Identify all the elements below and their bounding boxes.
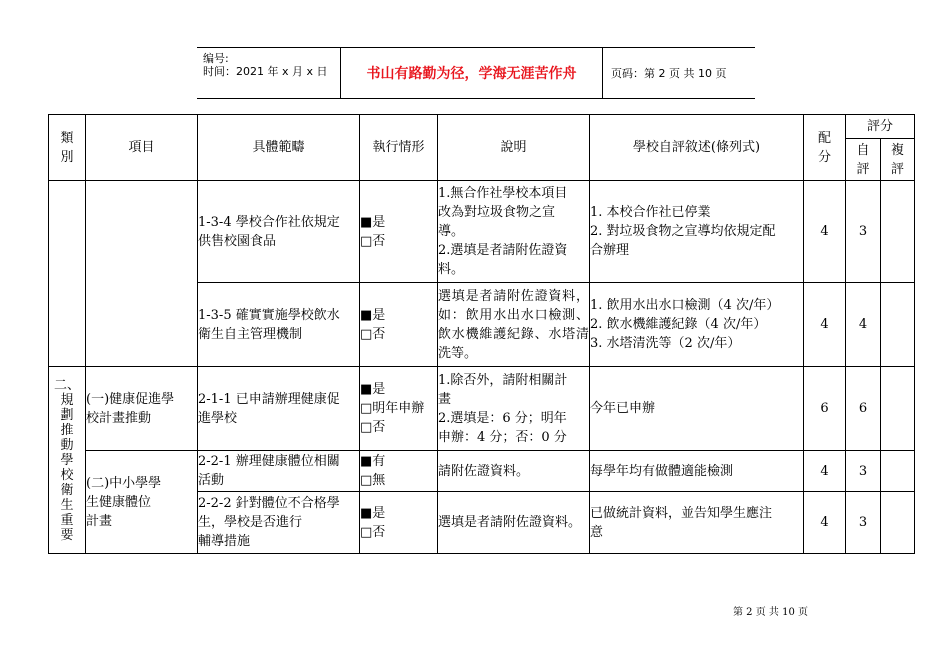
re-score-cell [881,283,915,367]
header-status: 執行情形 [360,115,438,181]
self-review-cell [590,283,804,367]
status-cell [360,492,438,554]
self-review-line: 2. 飲水機維護紀錄（4 次/年） [590,317,767,332]
scope-cell: 2-1-1 已申請辦理健康促 進學校 [198,367,360,451]
self-review-cell [590,451,804,492]
re-score-cell [881,451,915,492]
points-cell: 4 [804,492,846,554]
self-score-cell: 6 [846,367,881,451]
re-score-cell [881,492,915,554]
self-review-line: 已做統計資料，並告知學生應注 意 [590,505,773,540]
explanation-cell: 請附佐證資料。 [438,451,590,492]
header-points: 配 分 [804,115,846,181]
self-review-line: 1. 飲用水出水口檢測（4 次/年） [590,298,780,313]
header-meta [197,48,340,98]
status-option: □否 [360,420,386,435]
document-header [197,47,755,99]
self-score-cell: 3 [846,181,881,283]
item-cell: (二)中小學學 生健康體位 計畫 [86,451,198,554]
table-row [49,181,915,283]
status-cell [360,451,438,492]
status-option: ■是 [360,505,386,521]
scope-cell: 2-2-2 針對體位不合格學 生，學校是否進行 輔導措施 [198,492,360,554]
status-option: □明年申辦 [360,401,425,416]
evaluation-table [48,114,915,554]
self-score-cell: 3 [846,492,881,554]
number-label: 编号: [203,52,229,65]
self-review-cell [590,181,804,283]
points-cell: 4 [804,283,846,367]
header-self: 自 評 [846,139,881,181]
status-option: □否 [360,233,386,249]
self-review-line: 每學年均有做體適能檢測 [590,463,734,479]
status-option: □否 [360,524,386,540]
table-row [49,451,915,492]
header-category: 類 別 [49,115,86,181]
header-scope: 具體範疇 [198,115,360,181]
self-review-cell [590,492,804,554]
item-cell-empty [86,181,198,367]
item-cell: (一)健康促進學 校計畫推動 [86,367,198,451]
status-option: □無 [360,473,386,488]
points-cell: 4 [804,451,846,492]
status-cell [360,283,438,367]
self-review-line: 2. 對垃圾食物之宣導均依規定配 合辦理 [590,224,776,258]
explanation-cell: 選填是者請附佐證資料，如：飲用水出水口檢測、飲水機維護紀錄、水塔清洗等。 [438,283,590,367]
header-re: 複 評 [881,139,915,181]
re-score-cell [881,181,915,283]
time-label: 时间：2021 年 x 月 x 日 [203,65,328,78]
points-cell: 6 [804,367,846,451]
self-score-cell: 3 [846,451,881,492]
header-self-review: 學校自評敘述(條列式) [590,115,804,181]
status-option: ■是 [360,307,386,323]
status-option: □否 [360,326,386,342]
scope-cell: 1-3-4 學校合作社依規定 供售校園食品 [198,181,360,283]
status-option: ■有 [360,454,386,469]
header-score-group: 評分 [846,115,915,139]
explanation-cell: 1.無合作社學校本項目 改為對垃圾食物之宣 導。 2.選填是者請附佐證資 料。 [438,181,590,283]
explanation-cell: 選填是者請附佐證資料。 [438,492,590,554]
scope-cell: 2-2-1 辦理健康體位相關 活動 [198,451,360,492]
status-option: ■是 [360,214,386,230]
category-cell: 二、 規 劃 推 動 學 校 衛 生 重 要 [49,367,86,554]
page-footer: 第 2 页 共 10 页 [733,607,808,618]
header-item: 項目 [86,115,198,181]
scope-cell: 1-3-5 確實實施學校飲水 衛生自主管理機制 [198,283,360,367]
self-review-cell [590,367,804,451]
table-header-row [49,115,915,139]
table-row [49,367,915,451]
category-cell-empty [49,181,86,367]
self-review-line: 今年已申辦 [590,401,656,416]
points-cell: 4 [804,181,846,283]
status-cell [360,367,438,451]
self-score-cell: 4 [846,283,881,367]
status-cell [360,181,438,283]
status-option: ■是 [360,382,386,397]
re-score-cell [881,367,915,451]
header-explanation: 說明 [438,115,590,181]
page-label: 页码：第 2 页 共 10 页 [611,67,727,80]
explanation-cell: 1.除否外，請附相關計 畫 2.選填是：6 分；明年 申辦：4 分；否：0 分 [438,367,590,451]
self-review-line: 1. 本校合作社已停業 [590,205,711,220]
self-review-line: 3. 水塔清洗等（2 次/年） [590,336,741,351]
motto: 书山有路勤为径，学海无涯苦作舟 [340,48,603,98]
